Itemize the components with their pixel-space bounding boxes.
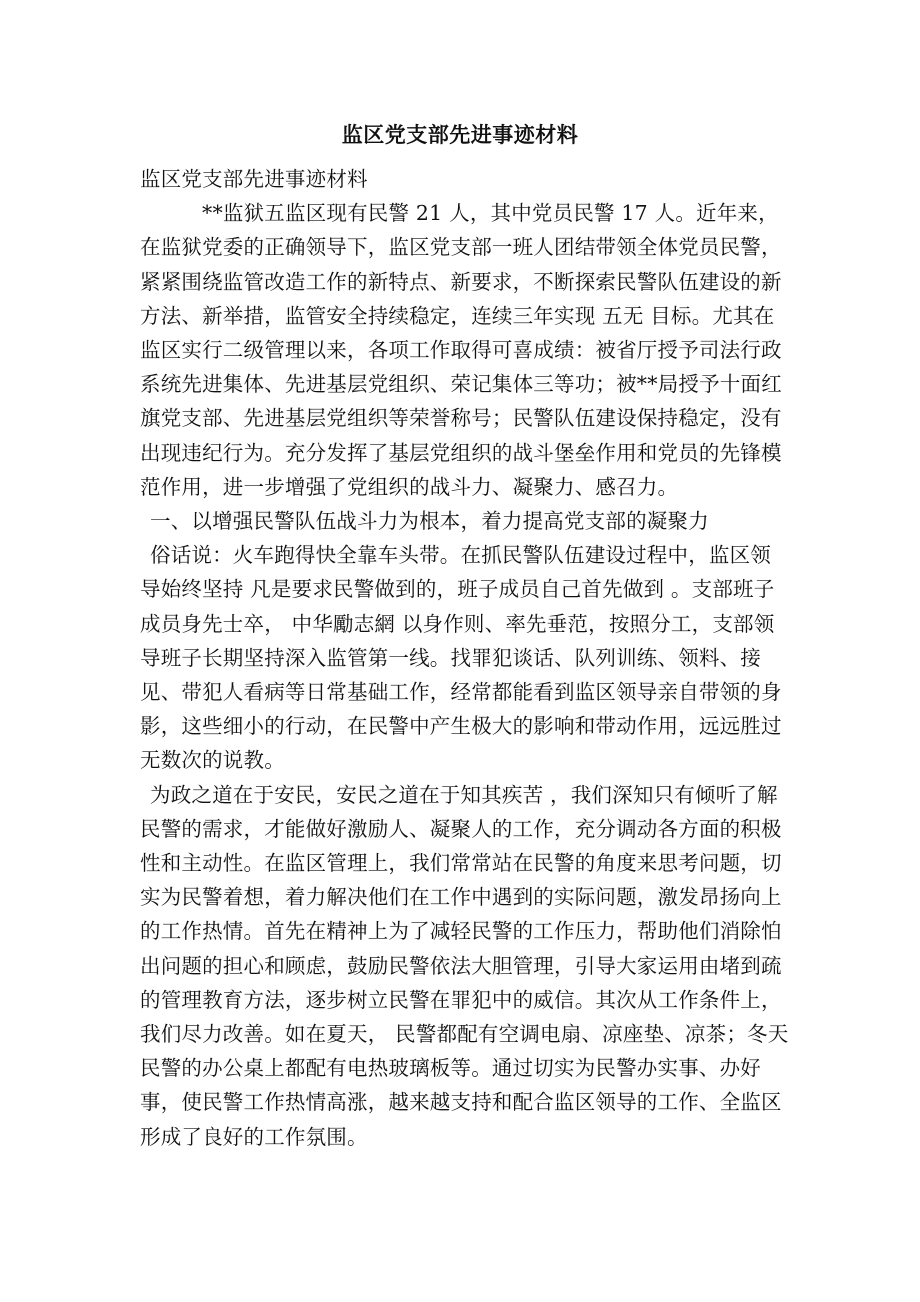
paragraph-intro: **监狱五监区现有民警 21 人，其中党员民警 17 人。近年来，在监狱党委的正确领导下，监区党支部一班人团结带领全体党员民警，紧紧围绕监管改造工作的新特点、新要求，不断探索民警队伍建设的新方法、新举措，监管安全持续稳定，连续三年实现 五无 目标。尤其在监区实行二级管理以来，各项工作取得可喜成绩：被省厅授予司法行政系统先进集体、先进基层党组织、荣记集体三等功；被**局授予十面红旗党支部、先进基层党组织等荣誉称号；民警队伍建设保持稳定，没有出现违纪行为。充分发挥了基层党组织的战斗堡垒作用和党员的先锋模范作用，进一步增强了党组织的战斗力、凝聚力、感召力。 <box>140 201 782 499</box>
document-title: 监区党支部先进事迹材料 <box>341 122 579 147</box>
document-body <box>140 162 790 1154</box>
document-subtitle: 监区党支部先进事迹材料 <box>140 167 368 191</box>
paragraph-leadership: 俗话说：火车跑得快全靠车头带。在抓民警队伍建设过程中，监区领导始终坚持 凡是要求民警做到的，班子成员自己首先做到 。支部班子成员身先士卒， 中华勵志網 以身作则、率先垂范，按照分工，支部领导班子长期坚持深入监管第一线。找罪犯谈话、队列训练、领料、接见、带犯人看病等日常基础工作，经常都能看到监区领导亲自带领的身影，这些细小的行动，在民警中产生极大的影响和带动作用，远远胜过无数次的说教。 <box>140 543 782 773</box>
section-heading-1: 一、以增强民警队伍战斗力为根本，着力提高党支部的凝聚力 <box>150 509 709 534</box>
paragraph-care: 为政之道在于安民，安民之道在于知其疾苦 ，我们深知只有倾听了解民警的需求，才能做好激励人、凝聚人的工作，充分调动各方面的积极性和主动性。在监区管理上，我们常常站在民警的角度来思考问题，切实为民警着想，着力解决他们在工作中遇到的实际问题，激发昂扬向上的工作热情。首先在精神上为了减轻民警的工作压力，帮助他们消除怕出问题的担心和顾虑，鼓励民警依法大胆管理，引导大家运用由堵到疏的管理教育方法，逐步树立民警在罪犯中的威信。其次从工作条件上，我们尽力改善。如在夏天， 民警都配有空调电扇、凉座垫、凉茶；冬天民警的办公桌上都配有电热玻璃板等。通过切实为民警办实事、办好事，使民警工作热情高涨，越来越支持和配合监区领导的工作、全监区形成了良好的工作氛围。 <box>140 782 789 1149</box>
